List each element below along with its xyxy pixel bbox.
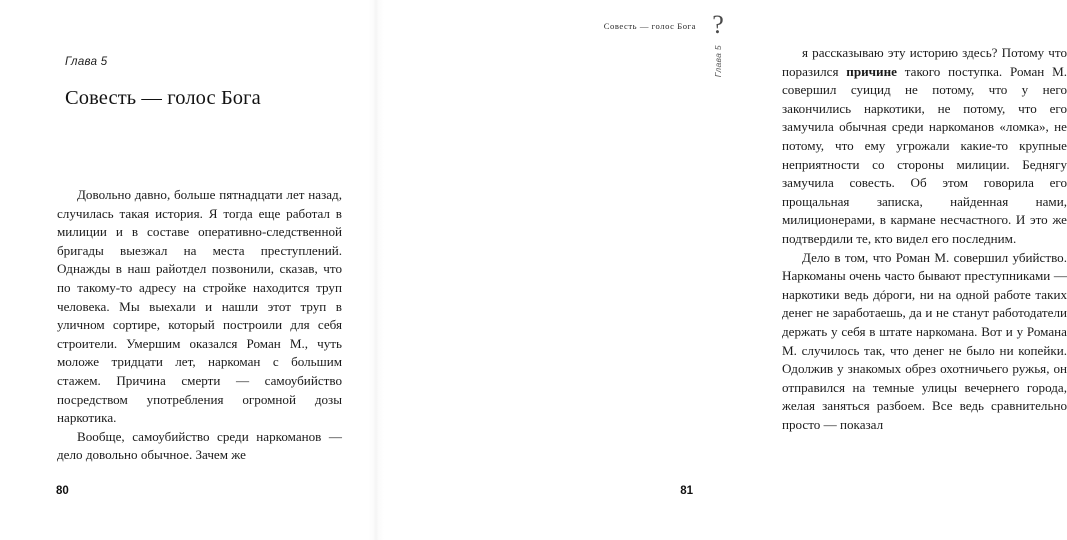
question-mark-icon: ? xyxy=(712,10,724,39)
paragraph-text-after-emphasis: такого поступка. Роман М. совершил суицид не потому, что у него закончились наркотики, не потому, что его замучила обычная среди наркоманов «ломка», не потому, что ему угрожали какие-то крупные неприятности со стороны милиции. Беднягу замучила совесть. Об этом говорила его прощальная записка, найденная нами, милиционерами, в кармане несчастного. И это же подтвердили те, кто видел его последним. xyxy=(782,63,1067,246)
emphasized-word: причине xyxy=(846,63,897,79)
chapter-title: Совесть — голос Бога xyxy=(65,87,261,109)
margin-chapter-marker xyxy=(701,12,735,77)
margin-chapter-label: Глава 5 xyxy=(713,45,723,78)
running-head: Совесть — голос Бога xyxy=(603,21,696,31)
page-number-left: 80 xyxy=(56,485,69,497)
paragraph: Дело в том, что Роман М. совершил убийство. Наркоманы очень часто бывают преступниками — наркотики ведь дóроги, ни на одной работе таких денег не заработаешь, да и не станут работодатели держать у себя в штате наркомана. Вот и у Романа М. случилось так, что денег не было ни копейки. Одолжив у знакомых обрез охотничьего ружья, он отправился на темные улицы вечернего города, желая заняться разбоем. Все ведь сравнительно просто — показал xyxy=(782,249,1067,432)
page-number-right: 81 xyxy=(680,485,693,497)
body-text-left xyxy=(57,186,342,465)
paragraph: Вообще, самоубийство среди наркоманов — дело довольно обычное. Зачем же xyxy=(57,428,342,463)
page-left xyxy=(0,0,375,540)
page-right xyxy=(375,0,1067,540)
chapter-number-label: Глава 5 xyxy=(65,56,108,68)
paragraph: Довольно давно, больше пятнадцати лет назад, случилась такая история. Я тогда еще работал в милиции и в составе оперативно-следственной бригады выезжал на места преступлений. Однажды в наш райотдел позвонили, сказав, что по такому-то адресу на стройке находится труп человека. Мы выехали и нашли этот труп в уличном сортире, который построили для себя строители. Умершим оказался Роман М., чуть моложе тридцати лет, наркоман с большим стажем. Причина смерти — самоубийство посредством употребления огромной дозы наркотика. xyxy=(57,187,342,426)
paragraph xyxy=(782,44,1067,249)
paragraph-text-before-emphasis: я рассказываю эту историю здесь? Потому что поразился xyxy=(782,45,1067,79)
body-text-right xyxy=(782,44,1067,434)
